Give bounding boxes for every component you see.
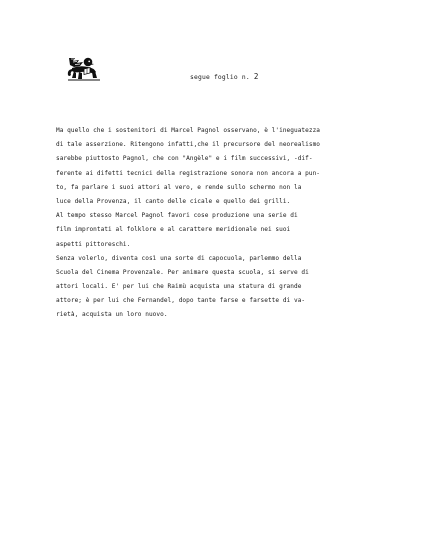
text-line: to, fa parlare i suoi attori al vero, e rende sullo schermo non la (56, 183, 302, 191)
text-line: aspetti pittoreschi. (56, 240, 131, 248)
text-line: Al tempo stesso Marcel Pagnol favori cose produzione una serie di (56, 212, 298, 220)
text-line: attore; è per lui che Fernandel, dopo tante farse e farsette di va- (56, 297, 306, 305)
text-line: luce della Provenza, il canto delle cicale e quello dei grilli. (56, 197, 291, 205)
continued-page-note (190, 72, 259, 81)
text-line: sarebbe piuttosto Pagnol, che con "Angèle" e i film successivi, -dif- (56, 155, 313, 163)
text-line: di tale asserzione. Ritengono infatti,che il precursore del neorealismo (56, 141, 321, 149)
text-line: Senza volerlo, diventa così una sorte di capocuola, parlemmo della (56, 254, 302, 262)
text-line: attori locali. E' per lui che Raimù acquista una statura di grande (56, 283, 302, 291)
continued-label: segue foglio n. (190, 74, 250, 81)
page-number: 2 (253, 72, 259, 81)
text-line: Ma quello che i sostenitori di Marcel Pagnol osservano, è l'ineguatezza (56, 127, 321, 134)
text-line: rietà, acquista un loro nuovo. (56, 311, 168, 319)
typewritten-body (56, 124, 376, 323)
text-line: ferente ai difetti tecnici della registrazione sonora non ancora a pun- (56, 169, 321, 177)
winged-lion-icon (66, 56, 102, 82)
text-line: Scuola del Cinema Provenzale. Per animare questa scuola, si serve di (56, 268, 309, 276)
text-line: film improntati al folklore e al carattere meridionale nei suoi (56, 226, 291, 234)
